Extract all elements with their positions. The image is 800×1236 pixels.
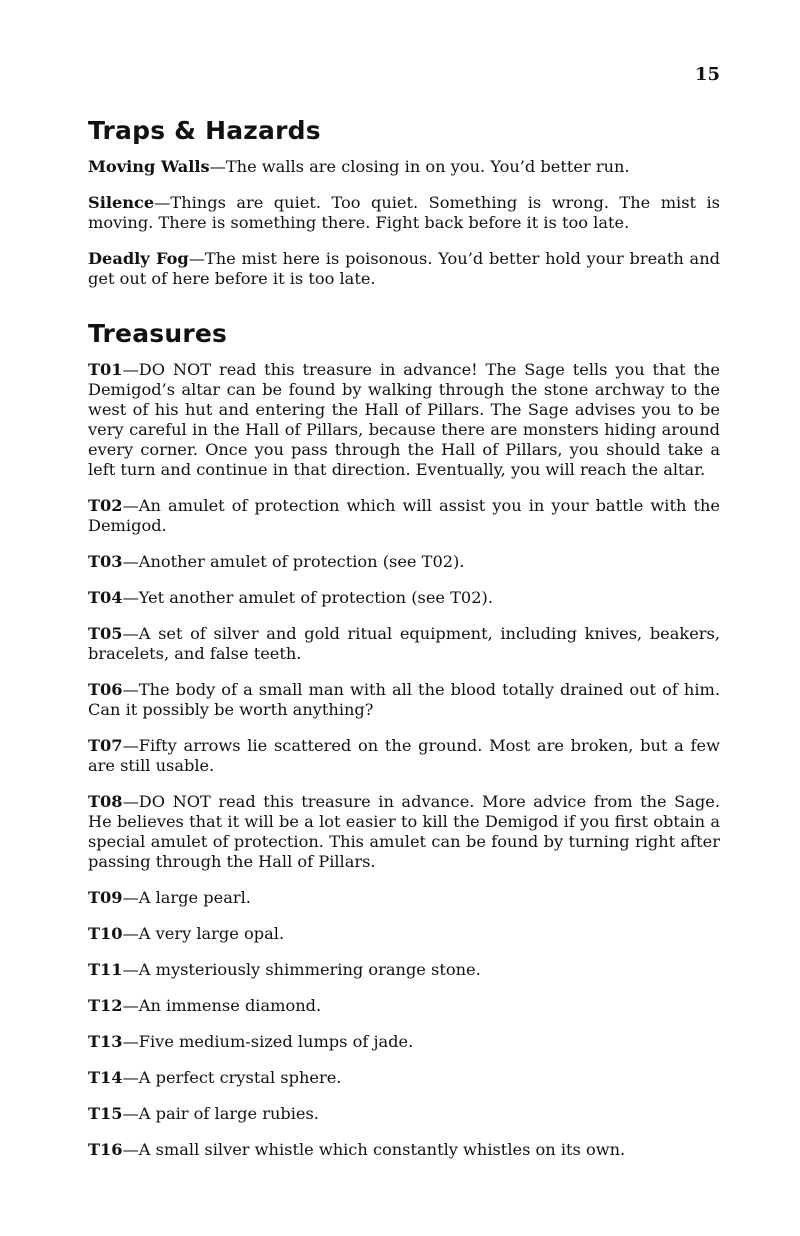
entry-text: —An immense diamond. xyxy=(122,996,322,1015)
section-traps xyxy=(88,157,720,289)
entry-text: —A small silver whistle which constantly whistles on its own. xyxy=(122,1140,626,1159)
entry-text: —A very large opal. xyxy=(122,924,285,943)
entry-term: T14 xyxy=(88,1068,123,1087)
entry-text: —An amulet of protection which will assist you in your battle with the Demigod. xyxy=(88,496,720,535)
entry-t14 xyxy=(88,1068,720,1088)
entry-text: —Another amulet of protection (see T02). xyxy=(122,552,465,571)
entry-t06 xyxy=(88,680,720,720)
entry-term: T09 xyxy=(88,888,123,907)
entry-silence xyxy=(88,193,720,233)
entry-t02 xyxy=(88,496,720,536)
entry-text: —Five medium-sized lumps of jade. xyxy=(122,1032,414,1051)
entry-t12 xyxy=(88,996,720,1016)
entry-term: T11 xyxy=(88,960,123,979)
entry-text: —A large pearl. xyxy=(122,888,251,907)
entry-t11 xyxy=(88,960,720,980)
entry-term: T02 xyxy=(88,496,123,515)
page-content xyxy=(88,116,720,1176)
entry-term: T08 xyxy=(88,792,123,811)
entry-t01 xyxy=(88,360,720,480)
entry-term: Deadly Fog xyxy=(88,249,189,268)
entry-t16 xyxy=(88,1140,720,1160)
entry-text: —A perfect crystal sphere. xyxy=(122,1068,342,1087)
entry-term: T13 xyxy=(88,1032,123,1051)
entry-text: —A set of silver and gold ritual equipment, including knives, beakers, bracelets, and false teeth. xyxy=(88,624,720,663)
entry-text: —The walls are closing in on you. You’d better run. xyxy=(209,157,630,176)
entry-t09 xyxy=(88,888,720,908)
entry-t05 xyxy=(88,624,720,664)
section-heading-treasures: Treasures xyxy=(88,319,228,348)
entry-text: —A mysteriously shimmering orange stone. xyxy=(122,960,481,979)
entry-text: —Yet another amulet of protection (see T02). xyxy=(122,588,493,607)
entry-deadly-fog xyxy=(88,249,720,289)
entry-term: Silence xyxy=(88,193,155,212)
entry-term: T10 xyxy=(88,924,123,943)
entry-text: —A pair of large rubies. xyxy=(122,1104,319,1123)
entry-t15 xyxy=(88,1104,720,1124)
entry-term: T12 xyxy=(88,996,123,1015)
page-number: 15 xyxy=(694,64,720,85)
entry-t03 xyxy=(88,552,720,572)
entry-term: T04 xyxy=(88,588,123,607)
entry-t10 xyxy=(88,924,720,944)
entry-term: T16 xyxy=(88,1140,123,1159)
entry-term: T15 xyxy=(88,1104,123,1123)
entry-term: T05 xyxy=(88,624,123,643)
entry-t08 xyxy=(88,792,720,872)
entry-text: —DO NOT read this treasure in advance! The Sage tells you that the Demigod’s altar can be found by walking through the stone archway to the west of his hut and entering the Hall of Pillars. The Sage advises you to be very careful in the Hall of Pillars, because there are monsters hiding around every corner. Once you pass through the Hall of Pillars, you should take a left turn and continue in that direction. Eventually, you will reach the altar. xyxy=(88,360,720,479)
entry-term: T03 xyxy=(88,552,123,571)
entry-text: —Fifty arrows lie scattered on the ground. Most are broken, but a few are still usable. xyxy=(88,736,720,775)
entry-term: T01 xyxy=(88,360,123,379)
entry-text: —Things are quiet. Too quiet. Something is wrong. The mist is moving. There is something there. Fight back before it is too late. xyxy=(88,193,720,232)
entry-text: —DO NOT read this treasure in advance. More advice from the Sage. He believes that it will be a lot easier to kill the Demigod if you first obtain a special amulet of protection. This amulet can be found by turning right after passing through the Hall of Pillars. xyxy=(88,792,720,871)
entry-moving-walls xyxy=(88,157,720,177)
entry-t04 xyxy=(88,588,720,608)
entry-term: T07 xyxy=(88,736,123,755)
entry-text: —The mist here is poisonous. You’d better hold your breath and get out of here before it is too late. xyxy=(88,249,720,288)
entry-t13 xyxy=(88,1032,720,1052)
section-heading-traps: Traps & Hazards xyxy=(88,116,321,145)
entry-text: —The body of a small man with all the blood totally drained out of him. Can it possibly be worth anything? xyxy=(88,680,720,719)
entry-term: T06 xyxy=(88,680,123,699)
entry-term: Moving Walls xyxy=(88,157,210,176)
section-treasures xyxy=(88,360,720,1160)
entry-t07 xyxy=(88,736,720,776)
